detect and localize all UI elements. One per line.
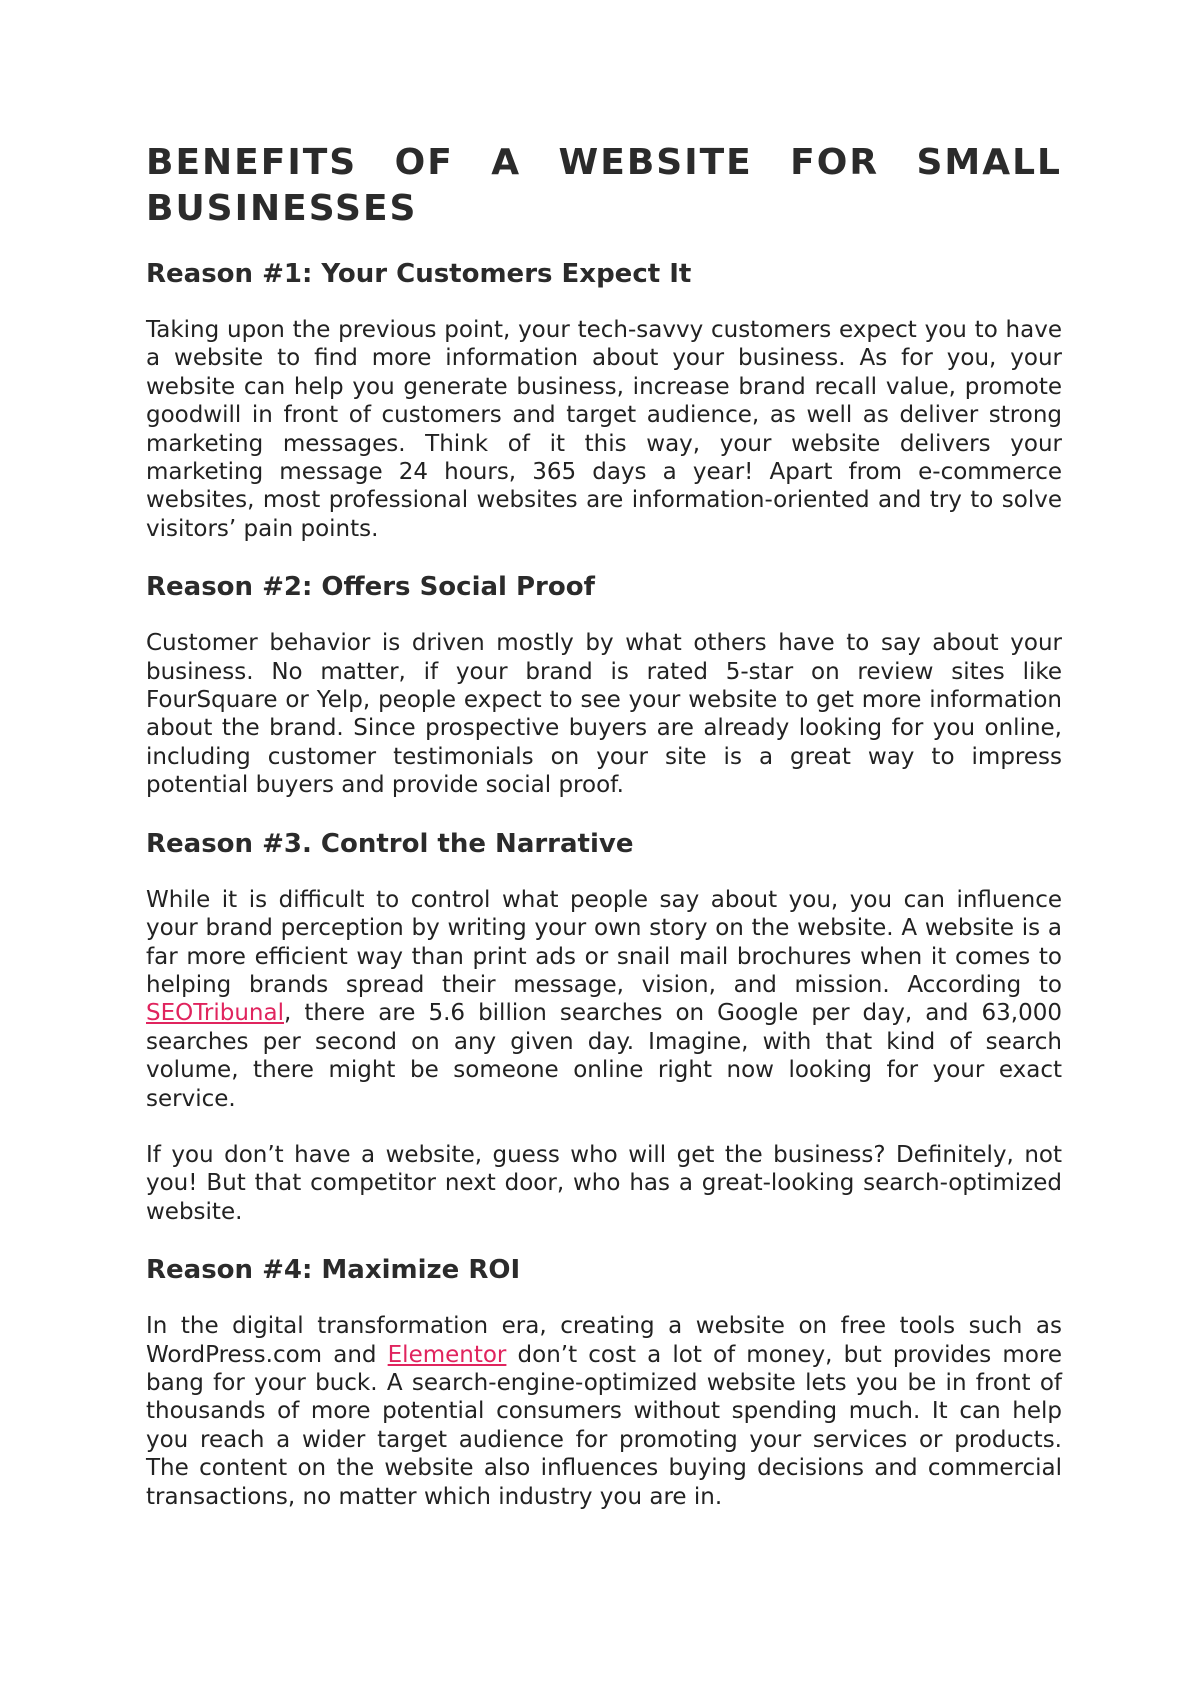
paragraph-text-after-link: don’t cost a lot of money, but provides more bang for your buck. A search-engine-optimized website lets you be in front of thousands of more potential consumers without spending much. It can help you reach a wider target audience for promoting your services or products. The content on the website also influences buying decisions and commercial transactions, no matter which industry you are in. [146,1341,1062,1510]
document-title: BENEFITS OF A WEBSITE FOR SMALL BUSINESSES [146,142,1062,229]
section-2-paragraph: Customer behavior is driven mostly by what others have to say about your business. No matter, if your brand is rated 5-star on review sites like FourSquare or Yelp, people expect to see your website to get more information about the brand. Since prospective buyers are already looking for you online, including customer testimonials on your site is a great way to impress potential buyers and provide social proof. [146,630,1062,799]
seotribunal-link[interactable]: SEOTribunal [146,1000,284,1027]
section-heading-reason-1: Reason #1: Your Customers Expect It [146,259,692,289]
paragraph-text-before-link: In the digital transformation era, creating a website on free tools such as WordPress.com and [146,1313,1062,1368]
paragraph-text-before-link: While it is difficult to control what people say about you, you can influence your brand perception by writing your own story on the website. A website is a far more efficient way than print ads or snail mail brochures when it comes to helping brands spread their message, vision, and mission. According to [146,886,1062,998]
section-heading-reason-2: Reason #2: Offers Social Proof [146,572,595,603]
section-heading-reason-4: Reason #4: Maximize ROI [146,1255,521,1286]
section-3-paragraph-1 [146,886,1062,1113]
paragraph-text-after-link: , there are 5.6 billion searches on Google per day, and 63,000 searches per second on any given day. Imagine, with that kind of search volume, there might be someone online right now looking for your exact service. [146,1000,1062,1112]
section-3-paragraph-2: If you don’t have a website, guess who will get the business? Definitely, not you! But that competitor next door, who has a great-looking search-optimized website. [146,1141,1062,1225]
section-4-paragraph [146,1312,1062,1511]
document-page [146,140,1062,1539]
section-1-paragraph: Taking upon the previous point, your tech-savvy customers expect you to have a website to find more information about your business. As for you, your website can help you generate business, increase brand recall value, promote goodwill in front of customers and target audience, as well as deliver strong marketing messages. Think of it this way, your website delivers your marketing message 24 hours, 365 days a year! Apart from e-commerce websites, most professional websites are information-oriented and try to solve visitors’ pain points. [146,317,1062,542]
elementor-link[interactable]: Elementor [387,1341,507,1368]
section-heading-reason-3: Reason #3. Control the Narrative [146,828,634,859]
